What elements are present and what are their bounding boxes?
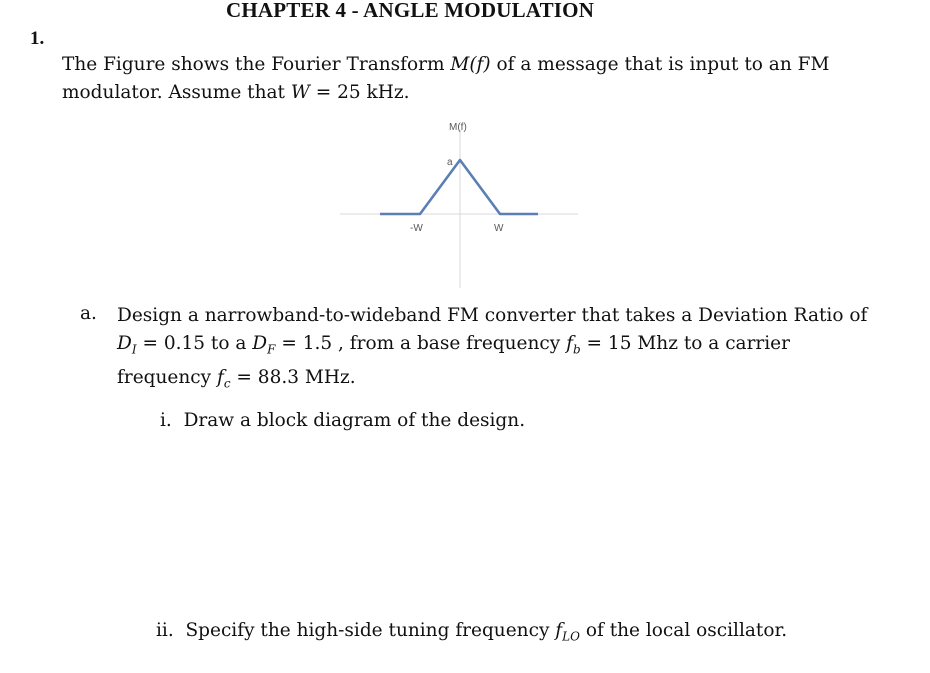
intro-text: modulator. Assume that <box>62 82 291 103</box>
question-intro <box>62 51 882 107</box>
tick-label-w: W <box>494 223 504 234</box>
sub-i-text: Draw a block diagram of the design. <box>183 410 526 431</box>
intro-line-2 <box>62 79 882 107</box>
spectrum-plot <box>330 110 590 290</box>
part-a-text <box>117 302 907 397</box>
math-sub: F <box>267 342 276 357</box>
intro-math-value: = 25 kHz. <box>309 82 410 103</box>
intro-text: The Figure shows the Fourier Transform <box>62 54 451 75</box>
part-a-line-1: Design a narrowband-to-wideband FM converter that takes a Deviation Ratio of <box>117 305 868 326</box>
math-sub: b <box>572 342 581 357</box>
part-a-line-3 <box>117 364 907 398</box>
peak-label: a <box>447 157 453 168</box>
sub-question-ii <box>156 620 787 644</box>
math-sub: LO <box>562 629 580 644</box>
sub-ii-text: Specify the high-side tuning frequency <box>185 620 556 641</box>
sub-i-label: i. <box>160 410 172 431</box>
math-f: f <box>216 366 224 388</box>
spectrum-figure <box>330 110 590 290</box>
math-value: = 1.5 , from a base frequency <box>275 333 567 354</box>
sub-question-i <box>160 410 525 431</box>
math-value: = 0.15 to a <box>136 333 253 354</box>
math-f: f <box>566 333 573 354</box>
math-sub: I <box>131 342 137 357</box>
intro-math-Mf: M(f) <box>450 54 491 75</box>
text: frequency <box>117 366 217 388</box>
part-a-label: a. <box>80 303 97 324</box>
figure-title: M(f) <box>449 122 467 133</box>
sub-ii-label: ii. <box>156 620 174 641</box>
math-D: D <box>117 333 132 354</box>
chapter-title: CHAPTER 4 - ANGLE MODULATION <box>226 0 595 22</box>
math-value: = 15 Mhz to a carrier <box>580 333 790 354</box>
math-D: D <box>252 333 268 354</box>
sub-ii-text: of the local oscillator. <box>579 620 788 641</box>
part-a-line-2 <box>117 330 907 364</box>
math-value: = 88.3 MHz. <box>230 366 356 388</box>
intro-text: of a message that is input to an FM <box>490 54 830 75</box>
intro-math-W: W <box>290 82 310 103</box>
tick-label-neg-w: -W <box>410 223 423 234</box>
triangle-spectrum-curve <box>380 160 538 214</box>
math-sub: c <box>223 376 231 391</box>
math-f: f <box>555 620 563 641</box>
intro-line-1 <box>62 51 882 79</box>
question-number: 1. <box>30 28 45 49</box>
